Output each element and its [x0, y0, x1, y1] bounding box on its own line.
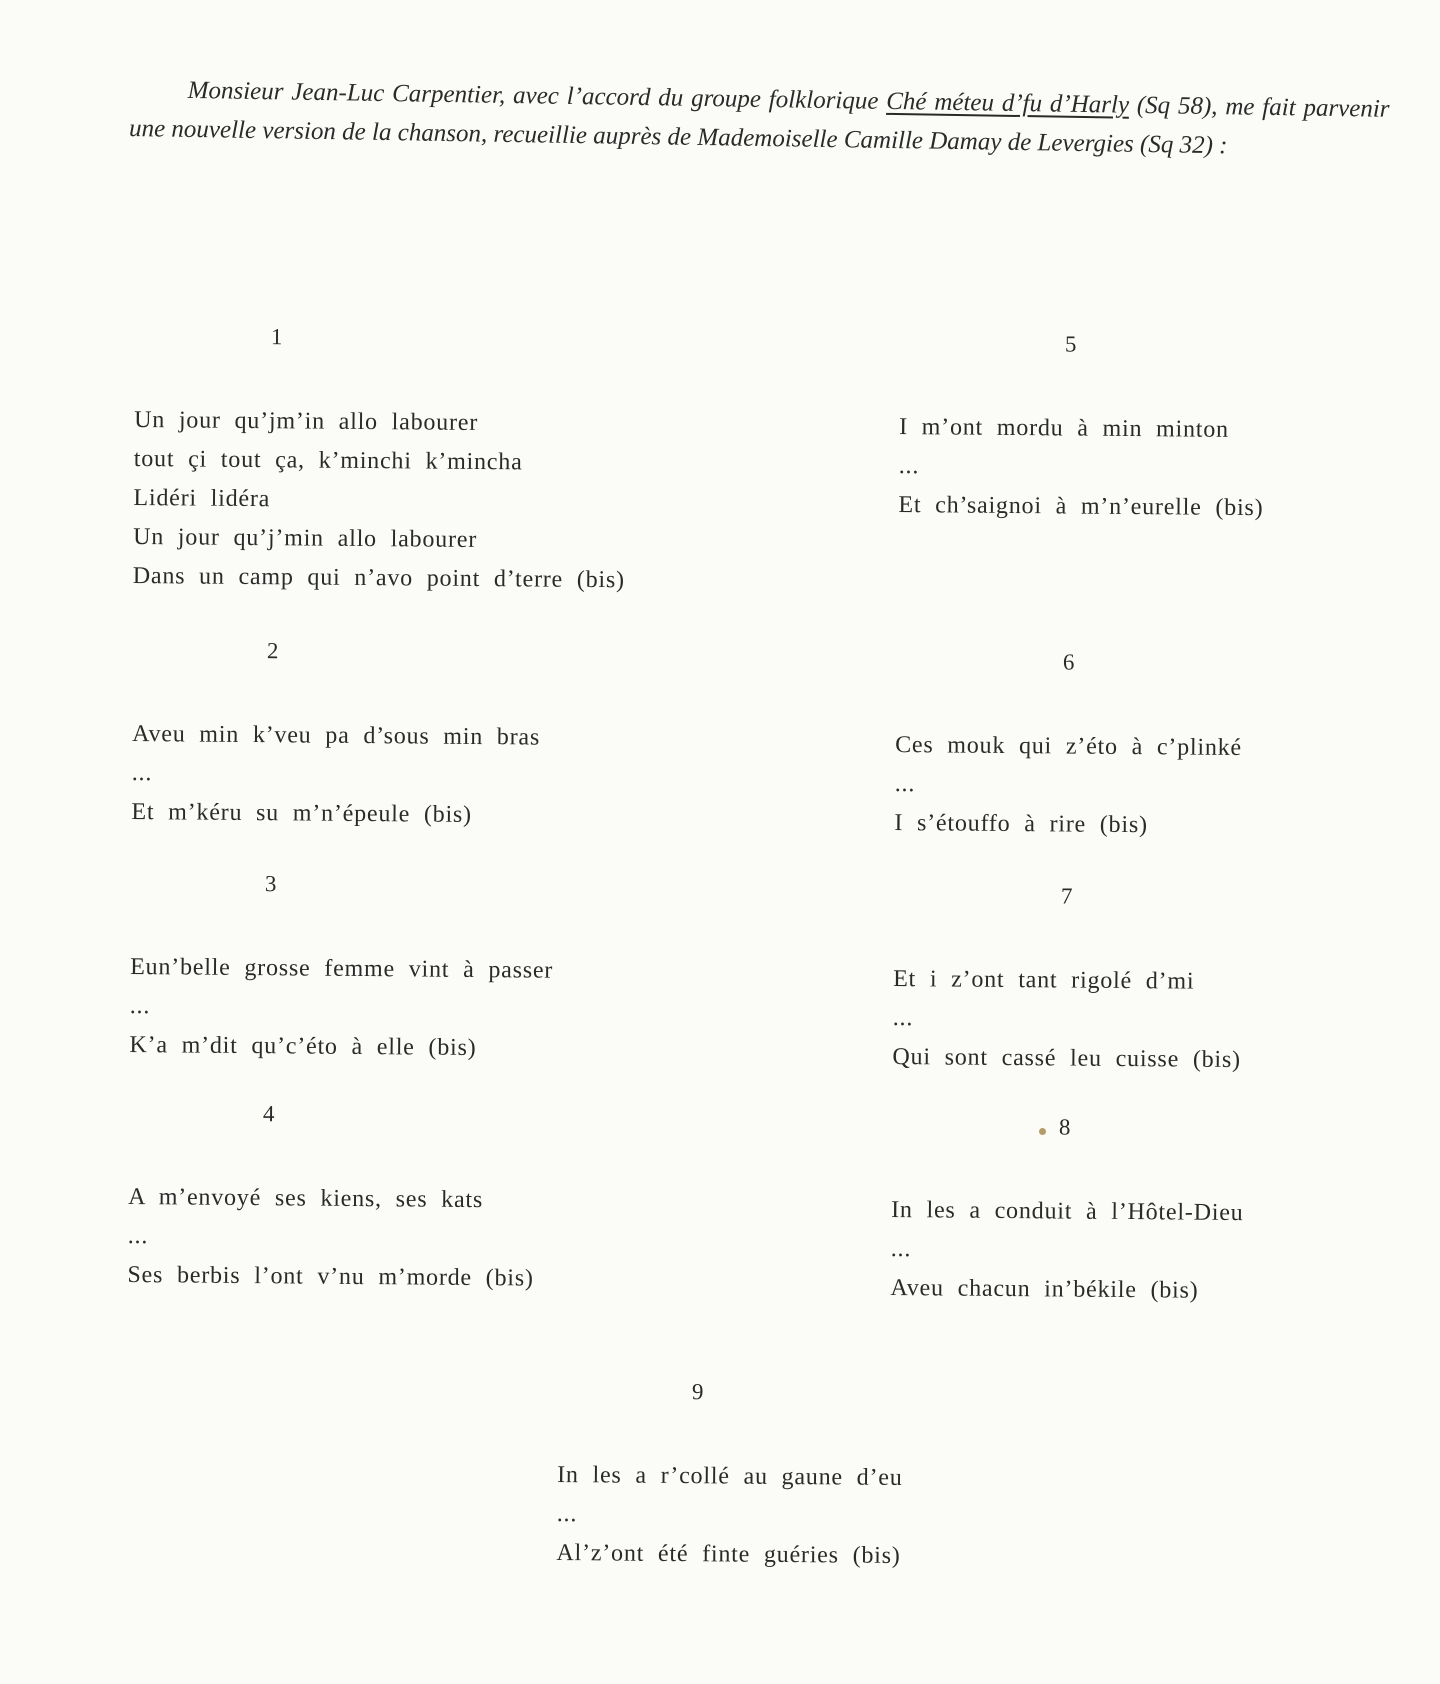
verse-line: Un jour qu’jm’in allo labourer	[134, 406, 479, 436]
verse-line: Eun’belle grosse femme vint à passer	[130, 953, 554, 984]
verse-line: Un jour qu’j’min allo labourer	[133, 523, 478, 553]
stanza-number: 7	[1060, 883, 1074, 909]
stanza-number: 5	[1064, 331, 1078, 357]
verse-line: Ses berbis l’ont v’nu m’morde (bis)	[127, 1261, 534, 1292]
verse-line: tout çi tout ça, k’minchi k’mincha	[133, 445, 523, 476]
stanza-number: 9	[691, 1379, 705, 1405]
intro-paragraph	[129, 70, 1390, 168]
verse-line: In les a conduit à l’Hôtel-Dieu	[891, 1196, 1244, 1227]
stanza-lines	[129, 948, 850, 1071]
intro-text-2: (Sq 58), me fait parvenir une nouvelle version de la chanson, recueillie auprès de Mademoiselle Camille Damay de Levergies (Sq 32) :	[128, 91, 1390, 160]
ink-spot	[1039, 1128, 1046, 1135]
verse-line: ...	[890, 1235, 912, 1263]
stanza-number: 4	[262, 1101, 276, 1127]
stanza-lines	[127, 1178, 848, 1301]
verse-line: Aveu min k’veu pa d’sous min bras	[132, 720, 541, 751]
verse-line: ...	[894, 770, 916, 798]
verse-line: ...	[892, 1004, 914, 1032]
verse-line: Ces mouk qui z’éto à c’plinké	[895, 731, 1243, 762]
verse-line: I s’étouffo à rire (bis)	[894, 809, 1148, 839]
stanza-number: 6	[1062, 649, 1076, 675]
verse-line: ...	[556, 1500, 578, 1528]
verse-line: Et m’kéru su m’n’épeule (bis)	[131, 798, 473, 828]
verse-line: A m’envoyé ses kiens, ses kats	[128, 1183, 484, 1214]
stanza-lines	[890, 1191, 1440, 1314]
stanza-number: 8	[1058, 1114, 1072, 1140]
verse-line: Aveu chacun in’békile (bis)	[890, 1274, 1199, 1304]
stanza-lines	[898, 408, 1440, 531]
verse-line: Et i z’ont tant rigolé d’mi	[893, 965, 1195, 995]
group-name: Ché méteu d’fu d’Harly	[886, 87, 1130, 119]
verse-line: K’a m’dit qu’c’éto à elle (bis)	[129, 1031, 477, 1062]
verse-line: Qui sont cassé leu cuisse (bis)	[892, 1043, 1241, 1074]
stanza-lines	[892, 960, 1440, 1083]
verse-line: ...	[127, 1222, 149, 1250]
stanza-lines	[894, 726, 1440, 849]
verse-line: Dans un camp qui n’avo point d’terre (bis)	[132, 562, 625, 594]
verse-line: Lidéri lidéra	[133, 484, 271, 513]
stanza-number: 3	[264, 871, 278, 897]
stanza-number: 2	[266, 638, 280, 664]
verse-line: ...	[131, 759, 153, 787]
stanza-lines	[556, 1456, 1277, 1579]
verse-line: ...	[129, 992, 151, 1020]
verse-line: ...	[898, 452, 920, 480]
stanza-number: 1	[270, 324, 284, 350]
stanza-lines	[131, 715, 852, 838]
stanza-lines	[133, 401, 855, 602]
verse-line: Et ch’saignoi à m’n’eurelle (bis)	[898, 491, 1264, 522]
verse-line: In les a r’collé au gaune d’eu	[557, 1461, 903, 1492]
verse-line: Al’z’ont été finte guéries (bis)	[556, 1539, 901, 1569]
verse-line: I m’ont mordu à min minton	[899, 413, 1230, 443]
intro-text-1: Monsieur Jean-Luc Carpentier, avec l’accord du groupe folklorique	[187, 76, 887, 115]
